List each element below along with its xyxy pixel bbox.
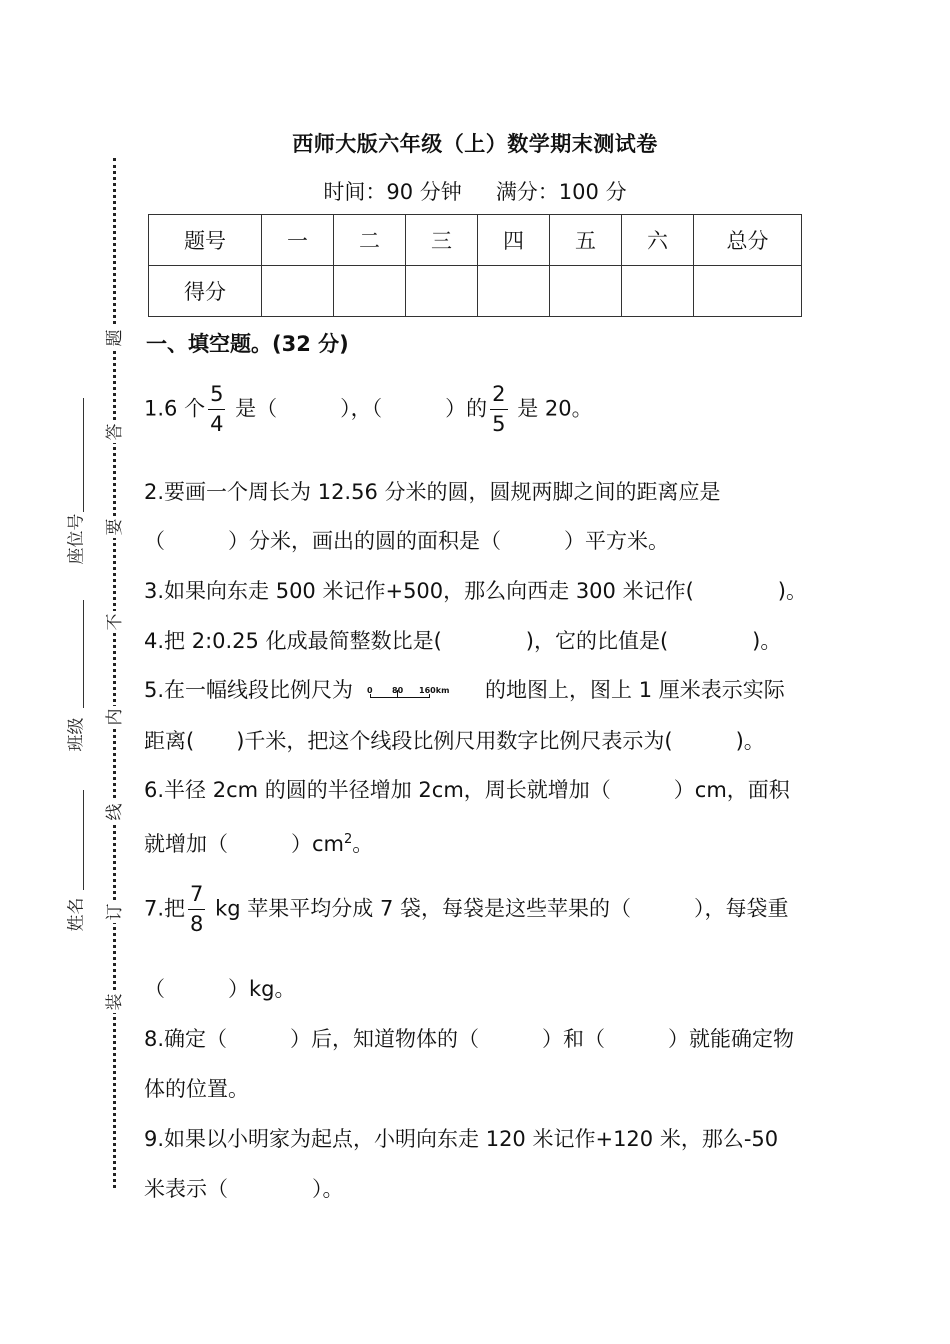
score-cell: 一	[262, 215, 334, 266]
q5-text-a: 5.在一幅线段比例尺为	[144, 678, 354, 702]
q7-text-a: 7.把	[144, 896, 186, 921]
q1-text-a: 1.6 个	[144, 396, 206, 421]
scale-bar	[370, 694, 430, 698]
score-cell: 六	[622, 215, 694, 266]
q6-superscript: 2	[344, 832, 353, 847]
question-9-line-2: 米表示（ ）。	[144, 1177, 344, 1201]
q7-text-b: kg 苹果平均分成 7 袋，每袋是这些苹果的（ ），每袋重	[215, 896, 789, 921]
q1-text-b: 是（ ），（ ）的	[235, 396, 488, 421]
question-2-line-2: （ ）分米，画出的圆的面积是（ ）平方米。	[144, 529, 669, 553]
score-cell: 题号	[149, 215, 262, 266]
fraction-numerator: 7	[190, 882, 204, 906]
score-input-cell[interactable]	[334, 266, 406, 317]
fraction	[490, 384, 507, 435]
exam-title: 西师大版六年级（上）数学期末测试卷	[292, 132, 658, 156]
seat-number-label: 座位号	[66, 513, 87, 565]
fraction-numerator: 2	[492, 382, 506, 406]
score-table-score-row	[149, 266, 802, 317]
question-7-line-1	[144, 884, 789, 935]
binding-dotted-line	[113, 158, 116, 1188]
question-5-line-2: 距离( )千米，把这个线段比例尺用数字比例尺表示为( )。	[144, 729, 765, 753]
binding-char: 要	[103, 516, 127, 538]
question-4: 4.把 2:0.25 化成最简整数比是( )，它的比值是( )。	[144, 629, 782, 653]
fraction-denominator: 8	[188, 909, 205, 935]
binding-char: 不	[103, 611, 127, 633]
scale-mid-tick	[397, 690, 398, 697]
section-heading: 一、填空题。(32 分)	[146, 332, 349, 356]
class-line[interactable]	[83, 600, 84, 708]
score-input-cell[interactable]	[550, 266, 622, 317]
score-cell: 总分	[694, 215, 802, 266]
score-input-cell[interactable]	[478, 266, 550, 317]
question-5-line-1	[144, 675, 785, 705]
question-9-line-1: 9.如果以小明家为起点，小明向东走 120 米记作+120 米，那么-50	[144, 1127, 779, 1151]
score-input-cell[interactable]	[406, 266, 478, 317]
fraction-numerator: 5	[210, 382, 224, 406]
scale-tick-label: 160km	[419, 686, 450, 695]
binding-char: 装	[103, 991, 127, 1013]
line-scale-icon	[367, 678, 463, 704]
fraction-denominator: 5	[490, 409, 507, 435]
binding-char: 题	[103, 327, 127, 349]
binding-char: 内	[103, 706, 127, 728]
question-3: 3.如果向东走 500 米记作+500，那么向西走 300 米记作( )。	[144, 579, 807, 603]
exam-meta	[0, 176, 950, 206]
full-score: 满分：100 分	[495, 180, 627, 204]
score-input-cell[interactable]	[262, 266, 334, 317]
score-cell: 三	[406, 215, 478, 266]
fraction	[188, 884, 205, 935]
question-8-line-2: 体的位置。	[144, 1077, 249, 1101]
score-cell: 四	[478, 215, 550, 266]
name-line[interactable]	[83, 790, 84, 890]
score-cell: 五	[550, 215, 622, 266]
score-table-header-row	[149, 215, 802, 266]
score-input-cell[interactable]	[694, 266, 802, 317]
time-limit: 时间：90 分钟	[323, 180, 462, 204]
score-input-cell[interactable]	[622, 266, 694, 317]
score-row-label: 得分	[149, 266, 262, 317]
question-2-line-1: 2.要画一个周长为 12.56 分米的圆，圆规两脚之间的距离应是	[144, 480, 721, 504]
q1-text-c: 是 20。	[517, 396, 593, 421]
question-7-line-2: （ ）kg。	[144, 977, 296, 1001]
question-8-line-1: 8.确定（ ）后，知道物体的（ ）和（ ）就能确定物	[144, 1027, 795, 1051]
question-6-line-2	[144, 825, 373, 859]
question-6-line-1: 6.半径 2cm 的圆的半径增加 2cm，周长就增加（ ）cm，面积	[144, 778, 790, 802]
binding-char: 线	[103, 801, 127, 823]
binding-char: 订	[103, 901, 127, 923]
scale-tick-label: 0	[367, 686, 373, 695]
q5-text-b: 的地图上，图上 1 厘米表示实际	[485, 678, 785, 702]
question-1	[144, 384, 593, 435]
fraction-denominator: 4	[208, 409, 225, 435]
name-label: 姓名	[66, 897, 87, 932]
q6-text-b: 。	[352, 832, 374, 856]
score-table	[148, 214, 802, 317]
fraction	[208, 384, 225, 435]
seat-number-line[interactable]	[83, 398, 84, 512]
scale-tick-label: 80	[392, 686, 404, 695]
binding-char: 答	[103, 421, 127, 443]
q6-text-a: 就增加（ ）cm	[144, 832, 345, 856]
class-label: 班级	[66, 717, 87, 752]
score-cell: 二	[334, 215, 406, 266]
